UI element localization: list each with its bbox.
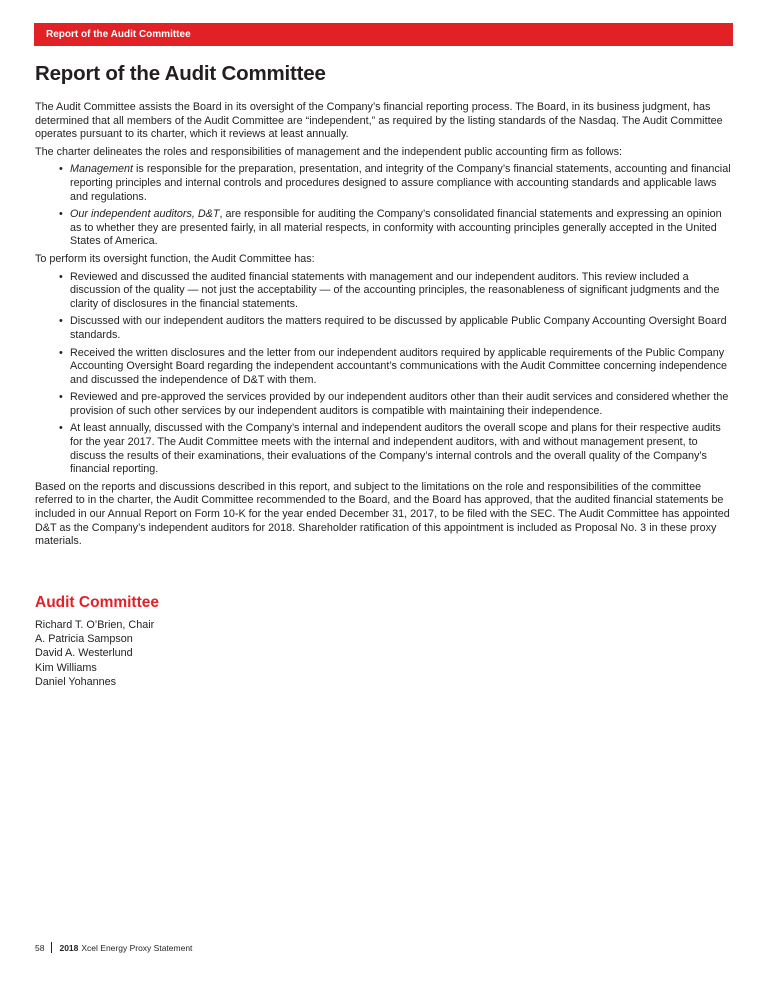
committee-member: A. Patricia Sampson bbox=[35, 633, 133, 646]
list-item bbox=[35, 163, 735, 204]
committee-member: David A. Westerlund bbox=[35, 647, 133, 660]
oversight-list bbox=[35, 271, 735, 477]
footer-year: 2018 bbox=[59, 942, 79, 953]
committee-member: Daniel Yohannes bbox=[35, 675, 117, 688]
bullet-icon: • bbox=[59, 208, 63, 221]
section-header-bar bbox=[34, 23, 733, 46]
list-item bbox=[35, 315, 735, 342]
intro-paragraph: The Audit Committee assists the Board in its oversight of the Company’s financial reporting process. The Board, in its business judgment, has determined that all members of the Audit Committee are “independent,” as required by the listing standards of the Nasdaq. The Audit Committee operates pursuant to its charter, which it reviews at least annually. bbox=[35, 101, 723, 141]
committee-member: Richard T. O’Brien, Chair bbox=[35, 619, 155, 631]
committee-heading: Audit Committee bbox=[35, 594, 159, 611]
list-item bbox=[35, 391, 735, 418]
footer-document-name: Xcel Energy Proxy Statement bbox=[81, 942, 193, 953]
charter-intro-paragraph: The charter delineates the roles and responsibilities of management and the independent public accounting firm as follows: bbox=[35, 145, 622, 158]
bullet-icon: • bbox=[59, 163, 63, 176]
oversight-text: Received the written disclosures and the letter from our independent auditors required by applicable requirements of the Public Company Accounting Oversight Board regarding the independent accountant’s communications with the Audit Committee concerning independence and discussed the independence of D&T with them. bbox=[70, 346, 728, 386]
bullet-icon: • bbox=[59, 315, 63, 328]
committee-members-list bbox=[35, 618, 154, 689]
role-lead: Our independent auditors, D&T bbox=[70, 208, 220, 221]
committee-member: Kim Williams bbox=[35, 661, 97, 674]
oversight-text: Discussed with our independent auditors the matters required to be discussed by applicable Public Company Accounting Oversight Board standards. bbox=[70, 315, 727, 341]
list-item bbox=[35, 271, 735, 312]
list-item bbox=[35, 208, 735, 249]
bullet-icon: • bbox=[59, 422, 63, 435]
list-item bbox=[35, 347, 735, 388]
footer-divider bbox=[51, 942, 52, 953]
oversight-text: Reviewed and pre-approved the services provided by our independent auditors other than their audit services and considered whether the provision of such other services by our independent auditors is compatible with maintaining their independence. bbox=[70, 391, 729, 417]
list-item bbox=[35, 422, 735, 476]
page-footer bbox=[35, 942, 192, 953]
bullet-icon: • bbox=[59, 270, 63, 283]
bullet-icon: • bbox=[59, 346, 63, 359]
role-text: is responsible for the preparation, presentation, and integrity of the Company’s financial statements, accounting and financial reporting principles and internal controls and procedures designed to assure compliance with accounting standards and applicable laws and regulations. bbox=[70, 163, 731, 203]
page-number: 58 bbox=[35, 942, 45, 953]
oversight-intro: To perform its oversight function, the Audit Committee has: bbox=[35, 252, 315, 265]
bullet-icon: • bbox=[59, 391, 63, 404]
role-text: , are responsible for auditing the Company’s consolidated financial statements and expressing an opinion as to whether they are presented fairly, in all material respects, in conformity with accounting principles generally accepted in the United States of America. bbox=[70, 208, 722, 248]
conclusion-paragraph: Based on the reports and discussions described in this report, and subject to the limitations on the role and responsibilities of the committee referred to in the charter, the Audit Committee recommended to the Board, and the Board has approved, that the audited financial statements be included in our Annual Report on Form 10-K for the year ended December 31, 2017, to be filed with the SEC. The Audit Committee has appointed D&T as the Company’s independent auditors for 2018. Shareholder ratification of this appointment is included as Proposal No. 3 in these proxy materials. bbox=[35, 480, 730, 548]
charter-roles-list bbox=[35, 163, 735, 249]
page-title: Report of the Audit Committee bbox=[35, 62, 326, 85]
section-label: Report of the Audit Committee bbox=[46, 29, 191, 40]
role-lead: Management bbox=[70, 163, 134, 176]
report-body bbox=[35, 101, 735, 553]
oversight-text: Reviewed and discussed the audited financial statements with management and our independent auditors. This review included a discussion of the quality — not just the acceptability — of the accounting principles, the reasonableness of significant judgments and the clarity of disclosures in the financial statements. bbox=[70, 270, 720, 310]
oversight-text: At least annually, discussed with the Company’s internal and independent auditors the overall scope and plans for their respective audits for the year 2017. The Audit Committee meets with the internal and independent auditors, with and without management present, to discuss the results of their examinations, their evaluations of the Company’s internal controls and the overall quality of the Company’s financial reporting. bbox=[70, 422, 721, 476]
